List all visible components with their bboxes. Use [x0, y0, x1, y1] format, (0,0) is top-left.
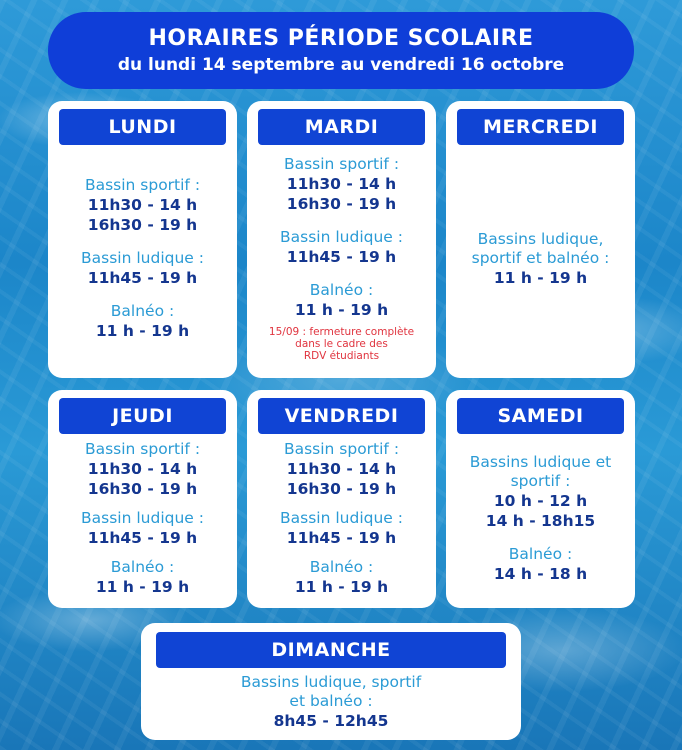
section-label: Bassins ludique, [477, 229, 604, 248]
section-label: Bassin ludique : [81, 508, 204, 527]
header-subtitle: du lundi 14 septembre au vendredi 16 octobre [117, 55, 565, 75]
card-dimanche [141, 623, 521, 740]
section-label: Bassins ludique et [469, 452, 612, 471]
time-range: 16h30 - 19 h [87, 479, 198, 498]
time-range: 11 h - 19 h [95, 322, 190, 340]
time-range: 11 h - 19 h [294, 577, 389, 596]
time-range: 11h45 - 19 h [87, 528, 198, 547]
card-mercredi [446, 101, 635, 378]
card-body [247, 145, 436, 378]
section-label: Balnéo : [309, 557, 374, 576]
time-range: 11h30 - 14 h [87, 459, 198, 478]
section-label: Balnéo : [110, 302, 175, 320]
time-range: 16h30 - 19 h [87, 216, 198, 234]
section-label: sportif : [510, 471, 571, 490]
card-body [247, 434, 436, 608]
card-mardi [247, 101, 436, 378]
day-title: DIMANCHE [156, 632, 506, 668]
card-body [48, 434, 237, 608]
day-title: SAMEDI [457, 398, 624, 434]
section-label: Bassin ludique : [280, 228, 403, 246]
time-range: 11h45 - 19 h [87, 269, 198, 287]
section-label: et balnéo : [289, 692, 373, 710]
card-body [48, 145, 237, 378]
time-range: 14 h - 18 h [493, 564, 588, 583]
time-range: 11h30 - 14 h [286, 459, 397, 478]
section-label: Bassin sportif : [84, 176, 201, 194]
note-line: dans le cadre des [295, 338, 388, 350]
day-title: LUNDI [59, 109, 226, 145]
day-title: MARDI [258, 109, 425, 145]
section-label: Bassin ludique : [280, 508, 403, 527]
time-range: 16h30 - 19 h [286, 479, 397, 498]
header-title: HORAIRES PÉRIODE SCOLAIRE [148, 26, 534, 51]
time-range: 10 h - 12 h [493, 491, 588, 510]
schedule-header [48, 12, 634, 89]
time-range: 11h30 - 14 h [87, 196, 198, 214]
time-range: 11 h - 19 h [95, 577, 190, 596]
time-range: 14 h - 18h15 [485, 511, 596, 530]
section-label: Bassins ludique, sportif [240, 673, 422, 691]
day-title: MERCREDI [457, 109, 624, 145]
card-jeudi [48, 390, 237, 608]
section-label: sportif et balnéo : [471, 248, 610, 267]
time-range: 11h45 - 19 h [286, 248, 397, 266]
time-range: 11 h - 19 h [294, 301, 389, 319]
day-title: JEUDI [59, 398, 226, 434]
section-label: Balnéo : [110, 557, 175, 576]
section-label: Bassin sportif : [283, 155, 400, 173]
section-label: Balnéo : [309, 281, 374, 299]
note-line: 15/09 : fermeture complète [268, 326, 415, 338]
card-body [446, 434, 635, 608]
section-label: Balnéo : [508, 544, 573, 563]
section-label: Bassin sportif : [283, 439, 400, 458]
section-label: Bassin sportif : [84, 439, 201, 458]
time-range: 16h30 - 19 h [286, 195, 397, 213]
card-body [141, 668, 521, 740]
time-range: 11h30 - 14 h [286, 175, 397, 193]
card-lundi [48, 101, 237, 378]
card-body [446, 145, 635, 378]
time-range: 8h45 - 12h45 [273, 712, 389, 730]
time-range: 11 h - 19 h [493, 268, 588, 287]
section-label: Bassin ludique : [81, 249, 204, 267]
time-range: 11h45 - 19 h [286, 528, 397, 547]
day-title: VENDREDI [258, 398, 425, 434]
note-line: RDV étudiants [303, 350, 380, 362]
closure-note [269, 326, 414, 362]
card-vendredi [247, 390, 436, 608]
card-samedi [446, 390, 635, 608]
